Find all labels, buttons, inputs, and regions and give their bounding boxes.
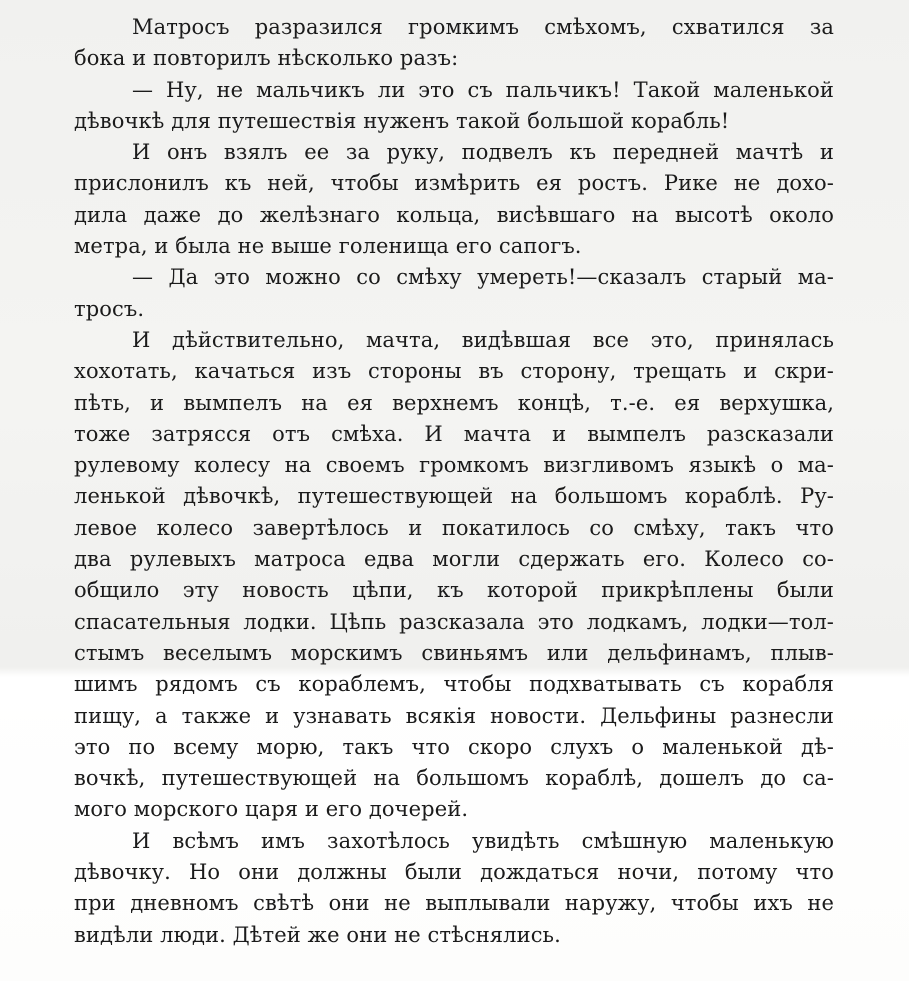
paragraph-4 [74,262,834,325]
text-line: дѣвочку. Но они должны были дождаться ночи, потому что [74,860,834,885]
text-line: дѣвочкѣ для путешествія нуженъ такой большой корабль! [74,108,730,133]
text-line: И онъ взялъ ее за руку, подвелъ къ передней мачтѣ и [132,140,834,165]
text-line: дила даже до желѣзнаго кольца, висѣвшаго на высотѣ около [74,202,834,227]
paragraph-1 [74,12,834,75]
text-line: И всѣмъ имъ захотѣлось увидѣть смѣшную маленькую [132,828,834,853]
text-line: пѣть, и вымпелъ на ея верхнемъ концѣ, т.-е. ея верхушка, [74,390,834,415]
text-line: стымъ веселымъ морскимъ свиньямъ или дельфинамъ, плыв- [74,640,834,665]
text-line: — Ну, не мальчикъ ли это съ пальчикъ! Такой маленькой [132,77,834,102]
text-line: бока и повторилъ нѣсколько разъ: [74,46,459,71]
text-line: хохотать, качаться изъ стороны въ сторону, трещать и скри- [74,359,834,384]
text-line: рулевому колесу на своемъ громкомъ визгливомъ языкѣ о ма- [74,453,834,478]
body-text [74,12,834,951]
text-line: видѣли люди. Дѣтей же они не стѣснялись. [74,922,561,947]
paragraph-2 [74,75,834,138]
text-line: — Да это можно со смѣху умереть!—сказалъ старый ма- [132,265,834,290]
paragraph-6 [74,826,834,951]
text-line: при дневномъ свѣтѣ они не выплывали наружу, чтобы ихъ не [74,891,834,916]
text-line: спасательныя лодки. Цѣпь разсказала это лодкамъ, лодки—тол- [74,609,834,634]
text-line: шимъ рядомъ съ кораблемъ, чтобы подхватывать съ корабля [74,672,834,697]
text-line: вочкѣ, путешествующей на большомъ кораблѣ, дошелъ до са- [74,766,834,791]
text-line: общило эту новость цѣпи, къ которой прикрѣплены были [74,578,834,603]
text-line: два рулевыхъ матроса едва могли сдержать его. Колесо со- [74,547,834,572]
text-line: И дѣйствительно, мачта, видѣвшая все это, принялась [132,327,834,352]
text-line: мого морского царя и его дочерей. [74,797,469,822]
paragraph-5 [74,325,834,826]
text-line: пищу, а также и узнавать всякія новости. Дельфины разнесли [74,703,834,728]
text-line: метра, и была не выше голенища его сапогъ. [74,234,582,259]
text-line: ленькой дѣвочкѣ, путешествующей на большомъ кораблѣ. Ру- [74,484,834,509]
text-line: это по всему морю, такъ что скоро слухъ о маленькой дѣ- [74,734,834,759]
text-line: тросъ. [74,296,145,321]
text-line: Матросъ разразился громкимъ смѣхомъ, схватился за [132,15,834,39]
text-line: прислонилъ къ ней, чтобы измѣрить ея ростъ. Рике не дохо- [74,171,834,196]
text-line: тоже затрясся отъ смѣха. И мачта и вымпелъ разсказали [74,421,834,446]
text-line: левое колесо завертѣлось и покатилось со смѣху, такъ что [74,515,834,540]
paragraph-3 [74,137,834,262]
